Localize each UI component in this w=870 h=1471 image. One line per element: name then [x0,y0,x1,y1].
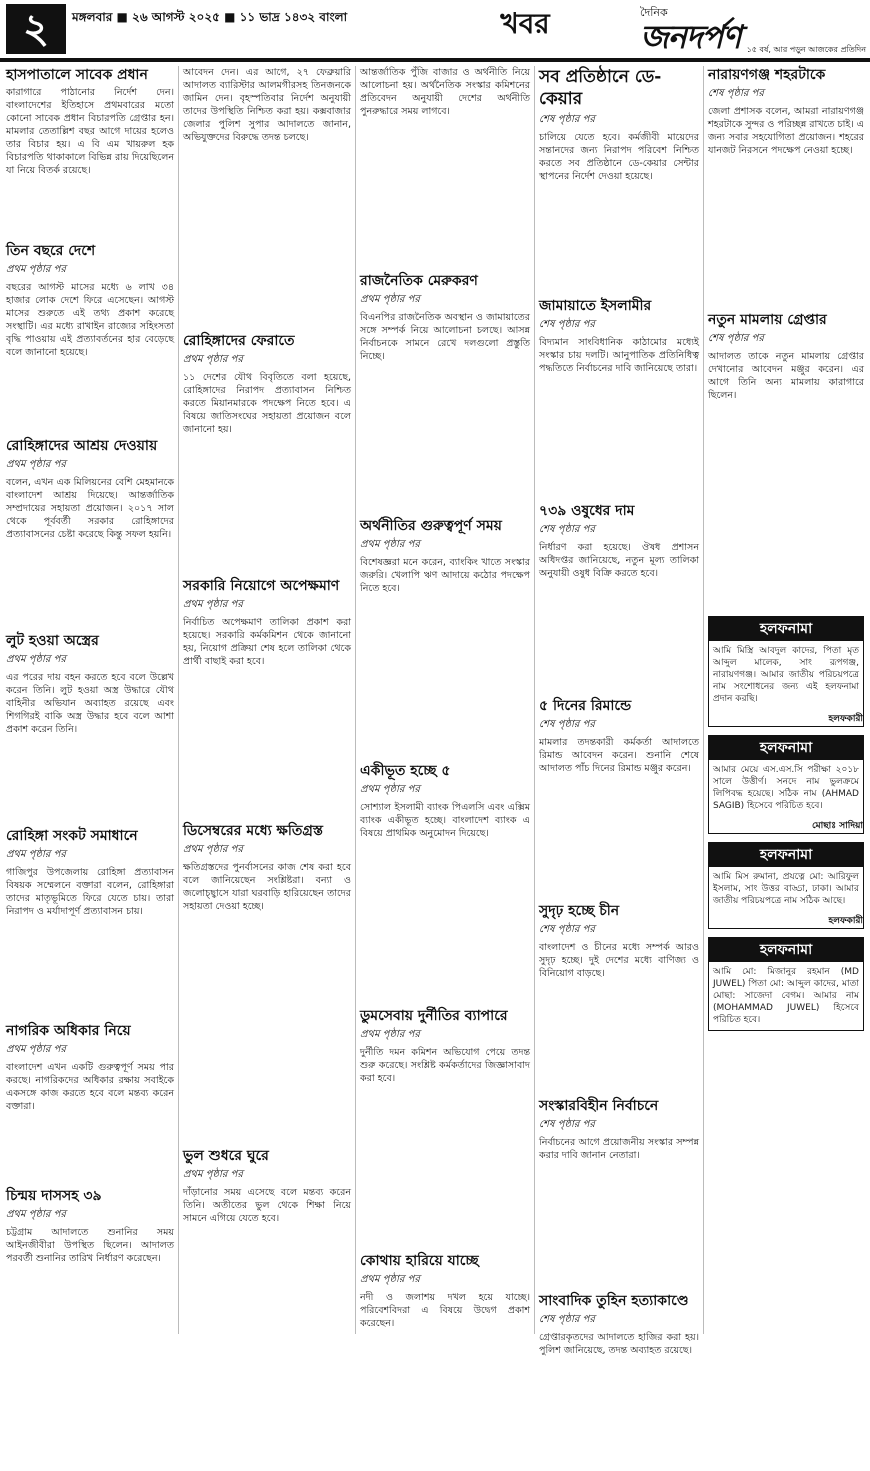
ad-heading: হলফনামা [709,736,863,760]
article-body: জেলা প্রশাসক বলেন, আমরা নারায়ণগঞ্জ শহরটাকে সুন্দর ও পরিচ্ছন্ন রাখতে চাই। এ জন্য সবার সহযোগিতা প্রয়োজন। শহরের যানজট নিরসনে পদক্ষেপ নেওয়া হচ্ছে। [708,106,864,156]
ad-signature: হলফকারী [828,714,863,724]
news-article [360,1007,530,1246]
article-headline: ডিসেম্বরের মধ্যে ক্ষতিগ্রস্ত [183,823,323,839]
news-article [708,311,864,610]
masthead [0,0,870,60]
article-body: মামলার তদন্তকারী কর্মকর্তা আদালতে রিমান্ড আবেদন করেন। শুনানি শেষে আদালত পাঁচ দিনের রিমান্ড মঞ্জুর করেন। [539,737,699,774]
continuation-note: প্রথম পৃষ্ঠার পর [360,539,420,550]
article-headline: রোহিঙ্গাদের ফেরাতে [183,333,295,349]
column-1 [6,66,174,1334]
news-article [183,66,351,326]
article-body: কারাগারে পাঠানোর নির্দেশ দেন। বাংলাদেশের ইতিহাসে প্রথমবারের মতো কোনো সাবেক প্রধান বিচারপতি গ্রেপ্তার হন। মামলার তেতাল্লিশ বছর আগে দায়ের হলেও তার বিচার হয়। এ বি এম খায়রুল হক বিচারপতি থাকাকালে বিভিন্ন রায় দিয়েছিলেন যা নিয়ে বিতর্ক রয়েছে। [6,87,174,176]
article-headline: তিন বছরে দেশে [6,243,96,259]
ad-heading: হলফনামা [709,617,863,641]
article-body: চালিয়ে যেতে হবে। কর্মজীবী মায়েদের সন্তানদের জন্য নিরাপদ পরিবেশ নিশ্চিত করতে সব প্রতিষ্ঠানে ডে-কেয়ার সেন্টার স্থাপনের নির্দেশ দেওয়া হয়েছে। [539,132,699,182]
column-divider [703,66,704,1334]
news-article [360,1252,530,1471]
news-article [6,632,174,821]
column-divider [355,66,356,1334]
article-body: গ্রেপ্তারকৃতদের আদালতে হাজির করা হয়। পুলিশ জানিয়েছে, তদন্ত অব্যাহত রয়েছে। [539,1332,699,1356]
continuation-note: শেষ পৃষ্ঠার পর [539,524,595,535]
newspaper-logo [640,2,866,58]
ad-heading: হলফনামা [709,938,863,962]
news-article [539,66,699,291]
news-article [360,762,530,1001]
article-headline: রোহিঙ্গা সংকট সমাধানে [6,828,138,844]
article-headline: নতুন মামলায় গ্রেপ্তার [708,312,827,328]
article-body: বিদ্যমান সাংবিধানিক কাঠামোর মধ্যেই সংস্কার চায় দলটি। আনুপাতিক প্রতিনিধিত্ব পদ্ধতিতে নির্বাচনের দাবি জানিয়েছে তারা। [539,337,699,374]
article-headline: সুদৃঢ় হচ্ছে চীন [539,903,620,919]
article-headline: নারায়ণগঞ্জ শহরটাকে [708,67,826,83]
column-divider [534,66,535,1334]
article-body: দুর্নীতি দমন কমিশন অভিযোগ পেয়ে তদন্ত শুরু করেছে। সংশ্লিষ্ট কর্মকর্তাদের জিজ্ঞাসাবাদ করা হবে। [360,1047,530,1084]
article-body: নির্ধারণ করা হয়েছে। ঔষধ প্রশাসন অধিদপ্তর জানিয়েছে, নতুন মূল্য তালিকা অনুযায়ী ওষুধ বিক্রি করতে হবে। [539,542,699,579]
article-headline: একীভূত হচ্ছে ৫ [360,763,451,779]
article-body: নির্বাচিত অপেক্ষমাণ তালিকা প্রকাশ করা হয়েছে। সরকারি কর্মকমিশন থেকে জানানো হয়, নিয়োগ প্রক্রিয়া শেষ হলে তালিকা থেকে প্রার্থী বাছাই করা হবে। [183,617,351,667]
article-headline: ডুমসেবায় দুর্নীতির ব্যাপারে [360,1008,508,1024]
article-body: বিএনপির রাজনৈতিক অবস্থান ও জামায়াতের সঙ্গে সম্পর্ক নিয়ে আলোচনা চলছে। আসন্ন নির্বাচনকে সামনে রেখে দলগুলো প্রস্তুতি নিচ্ছে। [360,312,530,362]
article-headline: ৫ দিনের রিমান্ডে [539,698,632,714]
news-article [360,66,530,266]
continuation-note: প্রথম পৃষ্ঠার পর [360,1029,420,1040]
logo-tagline: ১৫ বর্ষ, আর পড়ুন আজকের প্রতিদিন [746,45,866,54]
news-article [183,1147,351,1406]
continuation-note: প্রথম পৃষ্ঠার পর [6,459,66,470]
article-body: নির্বাচনের আগে প্রয়োজনীয় সংস্কার সম্পন্ন করার দাবি জানান নেতারা। [539,1137,699,1161]
header-rule [0,58,870,62]
article-body: বাংলাদেশ ও চীনের মধ্যে সম্পর্ক আরও সুদৃঢ় হচ্ছে। দুই দেশের মধ্যে বাণিজ্য ও বিনিয়োগ বাড়ছে। [539,942,699,979]
column-divider [178,66,179,1334]
logo-title: জনদর্পণ [640,18,741,56]
article-headline: রাজনৈতিক মেরুকরণ [360,273,478,289]
continuation-note: শেষ পৃষ্ঠার পর [539,719,595,730]
news-article [6,1022,174,1181]
ad-heading: হলফনামা [709,843,863,867]
news-article [6,437,174,626]
ad-body: আমি মিস রুমানা, প্রযত্নে মো: আরিফুল ইসলাম, সাং উত্তর বাড্ডা, ঢাকা। আমার জাতীয় পরিচয়পত্রে নাম সঠিক আছে। [713,872,859,906]
article-headline: কোথায় হারিয়ে যাচ্ছে [360,1253,479,1269]
column-3 [360,66,530,1334]
article-body: চট্টগ্রাম আদালতে শুনানির সময় আইনজীবীরা উপস্থিত ছিলেন। আদালত পরবর্তী শুনানির তারিখ নির্ধারণ করেছেন। [6,1227,174,1264]
article-body: আন্তর্জাতিক পুঁজি বাজার ও অর্থনীতি নিয়ে আলোচনা হয়। অর্থনৈতিক সংস্কার কমিশনের প্রতিবেদন অনুযায়ী দেশের অর্থনীতি পুনরুদ্ধারে সময় লাগবে। [360,67,530,117]
column-2 [183,66,351,1334]
article-headline: রোহিঙ্গাদের আশ্রয় দেওয়ায় [6,438,158,454]
news-article [6,827,174,1016]
article-body: আবেদন দেন। এর আগে, ২৭ ফেব্রুয়ারি আদালত ব্যারিস্টার আলমগীরসহ তিনজনকে জামিন দেন। বৃহস্পতিবার নির্দেশ অনুযায়ী তাদের উপস্থিতি নিশ্চিত করা হয়। কক্সবাজার জেলার পুলিশ সুপার আদালতে জানান, অভিযুক্তদের বিরুদ্ধে তদন্ত চলছে। [183,67,351,143]
continuation-note: প্রথম পৃষ্ঠার পর [6,849,66,860]
article-headline: নাগরিক অধিকার নিয়ে [6,1023,131,1039]
continuation-note: প্রথম পৃষ্ঠার পর [360,294,420,305]
logo-small-text: দৈনিক [640,6,668,19]
continuation-note: প্রথম পৃষ্ঠার পর [6,1044,66,1055]
article-headline: হাসপাতালে সাবেক প্রধান [6,67,148,83]
news-article [183,332,351,571]
news-article [539,297,699,496]
news-article [360,272,530,511]
article-body: বছরের আগস্ট মাসের মধ্যে ৬ লাখ ৩৪ হাজার লোক দেশে ফিরে এসেছেন। আগস্ট মাসের শুরুতে এই তথ্য প্রকাশ করেছে সংস্থাটি। এর মধ্যে রাখাইন রাজ্যের সহিংসতা বৃদ্ধি পাওয়ায় এই প্রত্যাবর্তনের হার বেড়েছে বলে জানানো হয়েছে। [6,282,174,358]
news-article [539,697,699,896]
continuation-note: শেষ পৃষ্ঠার পর [539,1314,595,1325]
continuation-note: প্রথম পৃষ্ঠার পর [6,1209,66,1220]
article-headline: সব প্রতিষ্ঠানে ডে-কেয়ার [539,67,662,109]
date-line: মঙ্গলবার ■ ২৬ আগস্ট ২০২৫ ■ ১১ ভাদ্র ১৪৩২ বাংলা [72,10,348,24]
news-article [183,577,351,816]
article-body: সোশ্যাল ইসলামী ব্যাংক পিএলসি এবং এক্সিম ব্যাংক একীভূত হচ্ছে। বাংলাদেশ ব্যাংক এ বিষয়ে প্রাথমিক অনুমোদন দিয়েছে। [360,802,530,839]
continuation-note: প্রথম পৃষ্ঠার পর [183,844,243,855]
page-number: ২ [6,4,66,54]
continuation-note: প্রথম পৃষ্ঠার পর [6,264,66,275]
news-article [6,1187,174,1366]
continuation-note: প্রথম পৃষ্ঠার পর [183,599,243,610]
section-title: খবর [500,7,550,40]
article-headline: জামায়াতে ইসলামীর [539,298,652,314]
continuation-note: প্রথম পৃষ্ঠার পর [360,1274,420,1285]
article-body: বলেন, এখন এক মিলিয়নের বেশি মেহমানকে বাংলাদেশ আশ্রয় দিয়েছে। আন্তর্জাতিক সম্প্রদায়ের সহায়তা প্রয়োজন। ২০১৭ সাল থেকে পূর্ববর্তী সরকার রোহিঙ্গাদের প্রত্যাবাসনের চেষ্টা করেছে কিন্তু সফল হয়নি। [6,477,174,540]
news-article [539,502,699,691]
news-article [539,902,699,1091]
ad-body: আমার মেয়ে এস.এস.সি পরীক্ষা ২০১৮ সালে উত্তীর্ণ। সনদে নাম ভুলক্রমে লিপিবদ্ধ হয়েছে। সঠিক নাম (AHMAD SAGIB) হিসেবে পরিচিত হবে। [713,765,859,811]
article-headline: ৭৩৯ ওষুধের দাম [539,503,635,519]
news-article [360,517,530,756]
article-headline: সাংবাদিক তুহিন হত্যাকাণ্ডে [539,1293,689,1309]
continuation-note: শেষ পৃষ্ঠার পর [539,1119,595,1130]
news-article [539,1292,699,1471]
continuation-note: শেষ পৃষ্ঠার পর [708,333,764,344]
column-5 [708,66,864,1334]
article-body: বাংলাদেশ এখন একটি গুরুত্বপূর্ণ সময় পার করছে। নাগরিকদের অধিকার রক্ষায় সবাইকে একসঙ্গে কাজ করতে হবে বলে মন্তব্য করেন বক্তারা। [6,1062,174,1112]
continuation-note: প্রথম পৃষ্ঠার পর [360,784,420,795]
article-headline: চিন্ময় দাসসহ ৩৯ [6,1188,102,1204]
article-body: আদালত তাকে নতুন মামলায় গ্রেপ্তার দেখানোর আবেদন মঞ্জুর করেন। এর আগে তিনি অন্য মামলায় কারাগারে ছিলেন। [708,351,864,401]
continuation-note: শেষ পৃষ্ঠার পর [539,924,595,935]
continuation-note: প্রথম পৃষ্ঠার পর [183,354,243,365]
news-article [708,66,864,305]
ad-signature: মোছাঃ সাদিয়া [811,821,863,831]
article-headline: সংস্কারবিহীন নির্বাচনে [539,1098,659,1114]
affidavit-ad [708,735,864,834]
article-body: গাজিপুর উপজেলায় রোহিঙ্গা প্রত্যাবাসন বিষয়ক সম্মেলনে বক্তারা বলেন, রোহিঙ্গারা তাদের মাতৃভূমিতে ফিরে যেতে চায়। তারা নিরাপদ ও মর্যাদাপূর্ণ প্রত্যাবাসন চায়। [6,867,174,917]
article-body: নদী ও জলাশয় দখল হয়ে যাচ্ছে। পরিবেশবিদরা এ বিষয়ে উদ্বেগ প্রকাশ করেছেন। [360,1292,530,1329]
news-article [183,822,351,1141]
column-4 [539,66,699,1356]
ad-body: আমি মো: মিজানুর রহমান (MD JUWEL) পিতা মো: আব্দুল কাদের, মাতা মোছা: সাজেদা বেগম। আমার নাম (MOHAMMAD JUWEL) হিসেবে পরিচিত হবে। [713,967,859,1025]
affidavit-ad [708,842,864,929]
affidavit-ad [708,616,864,727]
article-body: ১১ দেশের যৌথ বিবৃতিতে বলা হয়েছে, রোহিঙ্গাদের নিরাপদ প্রত্যাবাসন নিশ্চিত করতে মিয়ানমারকে পদক্ষেপ নিতে হবে। এ বিষয়ে জাতিসংঘের সহায়তা প্রয়োজন বলে জানানো হয়। [183,372,351,435]
article-headline: লুট হওয়া অস্ত্রের [6,633,99,649]
news-article [6,66,174,236]
continuation-note: প্রথম পৃষ্ঠার পর [183,1169,243,1180]
news-article [539,1097,699,1286]
article-body: এর পরের দায় বহন করতে হবে বলে উল্লেখ করেন তিনি। লুট হওয়া অস্ত্র উদ্ধারে যৌথ বাহিনীর অভিযান অব্যাহত রয়েছে এবং শিগগিরই বাকি অস্ত্র উদ্ধার হবে বলে আশা প্রকাশ করেন তিনি। [6,672,174,735]
article-headline: অর্থনীতির গুরুত্বপূর্ণ সময় [360,518,502,534]
continuation-note: শেষ পৃষ্ঠার পর [708,88,764,99]
article-body: ক্ষতিগ্রস্তদের পুনর্বাসনের কাজ শেষ করা হবে বলে জানিয়েছেন সংশ্লিষ্টরা। বন্যা ও জলোচ্ছ্বাসে যারা ঘরবাড়ি হারিয়েছেন তাদের সহায়তা দেওয়া হচ্ছে। [183,862,351,912]
article-body: বিশেষজ্ঞরা মনে করেন, ব্যাংকিং খাতে সংস্কার জরুরি। খেলাপি ঋণ আদায়ে কঠোর পদক্ষেপ নিতে হবে। [360,557,530,594]
affidavit-ad [708,937,864,1031]
ad-signature: হলফকারী [828,916,863,926]
news-article [6,242,174,431]
article-headline: ভুল শুধরে ঘুরে [183,1148,269,1164]
continuation-note: শেষ পৃষ্ঠার পর [539,114,595,125]
ad-body: আমি মিস্ত্রি আবদুল কাদের, পিতা মৃত আব্দুল মালেক, সাং রূপগঞ্জ, নারায়ণগঞ্জ। আমার জাতীয় পরিচয়পত্রে নাম সংশোধনের জন্য এই হলফনামা প্রদান করছি। [713,646,859,704]
article-body: দাঁড়ানোর সময় এসেছে বলে মন্তব্য করেন তিনি। অতীতের ভুল থেকে শিক্ষা নিয়ে সামনে এগিয়ে যেতে হবে। [183,1187,351,1224]
continuation-note: শেষ পৃষ্ঠার পর [539,319,595,330]
article-headline: সরকারি নিয়োগে অপেক্ষমাণ [183,578,340,594]
continuation-note: প্রথম পৃষ্ঠার পর [6,654,66,665]
